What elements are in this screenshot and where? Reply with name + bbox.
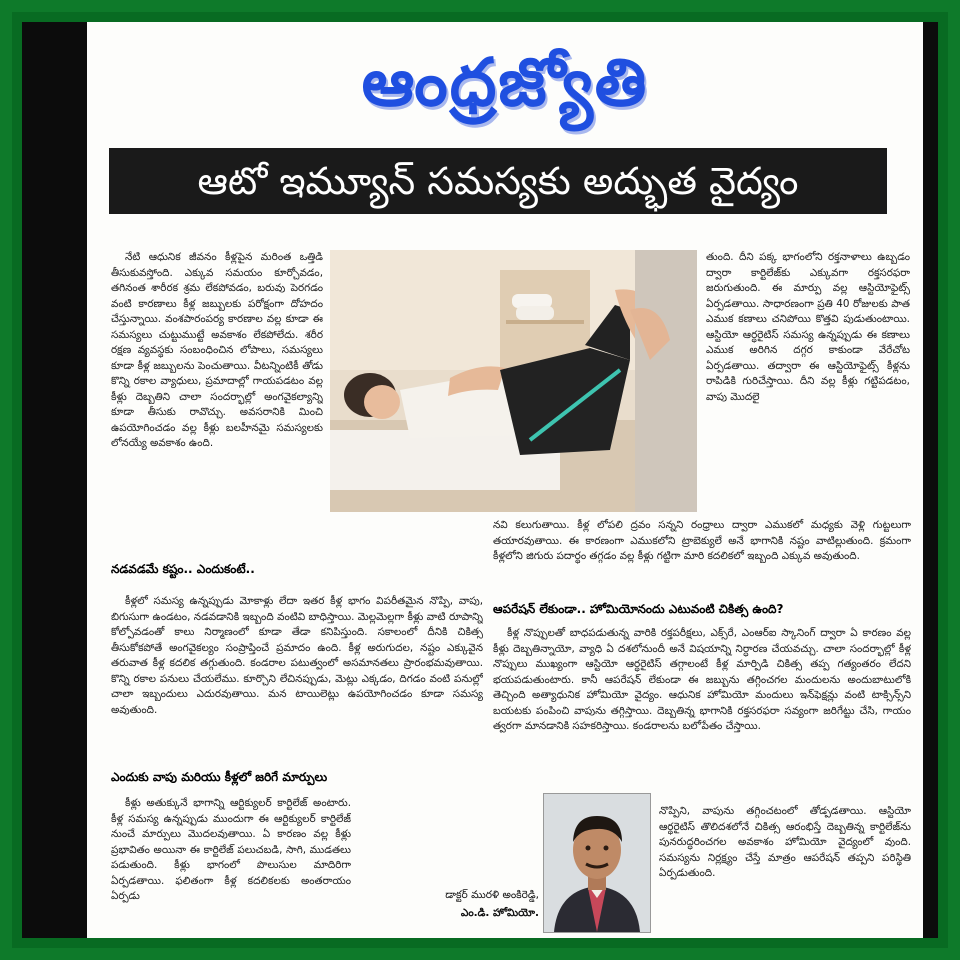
walking-paragraph: కీళ్లలో సమస్య ఉన్నప్పుడు మోకాళ్లు లేదా ఇతర కీళ్ల భాగం విపరీతమైన నొప్పి, వాపు, బిగుసుగా ఉండటం, నడవడానికి ఇబ్బంది వంటివి బాధిస్తాయి. మెల్లమెల్లగా కీళ్లు వాటి రూపాన్ని కోల్పోవడంతో కాలు నిర్మాణంలో కూడా తేడా కనిపిస్తుంది. సకాలంలో దీనికి చికిత్స తీసుకోకపోతే అంగవైకల్యం సంప్రాప్తించే ప్రమాదం ఉంది. కీళ్ల అరుగుదల, నష్టం ఎక్కువైన తరువాత కీళ్ల కదలిక తగ్గుతుంది. కండరాల పటుత్వంలో అసమానతలు ప్రారంభమవుతాయి. కొన్ని రకాల పనులు చేయలేము. కూర్చొని లేచినప్పుడు, మెట్లు ఎక్కడం, దిగడం వంటి పనుల్లో చాలా ఇబ్బందులు ఎదురవుతాయి. మన టాయిలెట్లు ఉపయోగించడం కూడా సమస్య అవుతుంది. bbox=[111, 595, 483, 716]
homeo-paragraph: కీళ్ల నొప్పులతో బాధపడుతున్న వారికి రక్తపరీక్షలు, ఎక్స్‌రే, ఎంఆర్ఐ స్కానింగ్ ద్వారా ఏ కారణం వల్ల కీళ్లు దెబ్బతిన్నాయో, వ్యాధి ఏ దశలోనుందీ అనే విషయాన్ని నిర్ధారణ చేయవచ్చు. చాలా సందర్భాల్లో కీళ్ల నొప్పులు ముఖ్యంగా ఆస్టియో ఆర్థరైటిస్ తగ్గాలంటే కీళ్ల మార్పిడి చికిత్స తప్ప గత్యంతరం లేదని భయపడుతుంటారు. కానీ ఆపరేషన్ లేకుండా ఈ జబ్బును తగ్గించగల మందులను అందుబాటులోకి తెచ్చింది అత్యాధునిక హోమియో వైద్యం. ఆధునిక హోమియో మందులు ఇన్‌ఫెక్షన్లు వంటి టాక్సిన్స్‌ని బయటకు పంపించి వాపును తగ్గిస్తాయి. దెబ్బతిన్న భాగానికి రక్తసరఫరా సవ్యంగా జరిగేట్టు చేసి, గాయం త్వరగా మానడానికి సహకరిస్తాయి. కండరాలను బలోపేతం చేస్తాయి. bbox=[493, 627, 911, 732]
col-swelling-text bbox=[111, 796, 351, 936]
doctor-portrait-photo bbox=[543, 793, 651, 933]
subheading-homeo-treatment: ఆపరేషన్ లేకుండా.. హోమియోనందు ఎటువంటి చికిత్స ఉంది? bbox=[493, 602, 784, 616]
col23-span-text bbox=[493, 518, 911, 590]
subheading-swelling: ఎందుకు వాపు మరియు కీళ్లలో జరిగే మార్పులు bbox=[111, 770, 328, 784]
col23-span-paragraph: నవి కలుగుతాయి. కీళ్ల లోపలి ద్రవం సన్నని రంధ్రాలు ద్వారా ఎముకలో మధ్యకు వెళ్లి గుట్టలుగా తయారవుతాయి. ఈ కారణంగా ఎముకలోని ట్రాబెక్యులే అనే భాగానికి నష్టం వాటిల్లుతుంది. క్రమంగా కీళ్లలోని జిగురు పదార్థం తగ్గడం వల్ల కీళ్లు గట్టిగా మారి కదలికలో ఇబ్బంది ఎక్కువ అవుతుంది. bbox=[493, 519, 911, 562]
col3-top-paragraph: తుంది. దీని పక్క భాగంలోని రక్తనాళాలు ఉబ్బడం ద్వారా కార్టిలేజ్‌కు ఎక్కువగా రక్తసరఫరా జరుగుతుంది. ఈ మార్పు వల్ల ఆస్టియోఫైట్స్ ఏర్పడతాయి. సాధారణంగా ప్రతి 40 రోజులకు పాత ఎముక కణాలు చనిపోయి కొత్తవి పుడుతుంటాయి. ఆస్టియో ఆర్థరైటిస్ సమస్య ఉన్నప్పుడు ఈ కణాలు ఎముక అరిగిన దగ్గర కాకుండా వేరేచోట ఏర్పడతాయి. తద్వారా ఈ ఆస్టియోఫైట్స్ కీళ్లను రాపిడికి గురిచేస్తాయి. దీని వల్ల కీళ్లు గట్టిపడటం, వాపు మొదలై bbox=[706, 251, 910, 403]
doctor-degree: ఎం.డి. హోమియో. bbox=[460, 907, 539, 919]
newspaper-clipping bbox=[87, 22, 923, 938]
col1-intro-paragraph: నేటి ఆధునిక జీవనం కీళ్లపైన మరింత ఒత్తిడి తీసుకువస్తోంది. ఎక్కువ సమయం కూర్చోవడం, తగినంత శారీరక శ్రమ లేకపోవడం, బరువు పెరగడం వంటి కారణాలు కీళ్ల జబ్బులకు పరోక్షంగా దోహదం చేస్తున్నాయి. వంశపారంపర్య కారణాల వల్ల కూడా ఈ సమస్యలు చుట్టుముట్టే అవకాశం లేకపోలేదు. శరీర రక్షణ వ్యవస్థకు సంబంధించిన లోపాలు, సమస్యలు కూడా కీళ్ల జబ్బులను పెంచుతాయి. వీటన్నింటికీ తోడు కొన్ని రకాల వ్యాధులు, ప్రమాదాల్లో గాయపడటం వల్ల కీళ్లు దెబ్బతిని చాలా సందర్భాల్లో అంగవైకల్యాన్ని కూడా తీసుకు రావొచ్చు. అవసరానికి మించి ఉపయోగించడం వల్ల కీళ్లు బలహీనమై సమస్యలకు లోనయ్యే అవకాశం ఉంది. bbox=[111, 251, 323, 449]
subheading-walking: నడవడమే కష్టం.. ఎందుకంటే.. bbox=[111, 562, 255, 576]
swelling-paragraph: కీళ్లు అతుక్కునే భాగాన్ని ఆర్టిక్యులర్ కార్టిలేజ్ అంటారు. కీళ్ల సమస్య ఉన్నప్పుడు ముందుగా ఈ ఆర్టిక్యులర్ కార్టిలేజ్ నుంచే మార్పులు మొదలవుతాయి. ఏ కారణం వల్ల కీళ్లు ప్రభావితం అయినా ఈ కార్టిలేజ్ పలుచబడి, సాగి, ముడతలు పడుతుంది. కీళ్లు భాగంలో పొలుసుల మాదిరిగా ఏర్పడతాయి. ఫలితంగా కీళ్ల కదలికలకు అంతరాయం ఏర్పడు bbox=[111, 797, 351, 902]
col-homeo-text bbox=[493, 626, 911, 796]
masthead-logo: ఆంధ్రజ్యోతి bbox=[361, 44, 649, 121]
article-headline: ఆటో ఇమ్యూన్ సమస్యకు అద్భుత వైద్యం bbox=[109, 148, 887, 214]
doctor-caption bbox=[413, 886, 539, 922]
doctor-name: డాక్టర్ మురళి అంకిరెడ్డి, bbox=[445, 889, 539, 901]
col1-intro-text bbox=[111, 250, 323, 522]
physiotherapy-photo bbox=[330, 250, 697, 512]
col3-bottom-paragraph: నొప్పిని, వాపును తగ్గించటంలో తోడ్పడతాయి. ఆస్టియో ఆర్థరైటిస్ తొలిదశలోనే చికిత్స ఆరంభిస్తే దెబ్బతిన్న కార్టిలేజ్‌ను పునరుద్ధరించగల అవకాశం హోమియో వైద్యంలో వుంది. సమస్యను నిర్లక్ష్యం చేస్తే మాత్రం ఆపరేషన్ తప్పని పరిస్థితి ఏర్పడుతుంది. bbox=[659, 805, 911, 879]
col-walking-text bbox=[111, 594, 483, 762]
col3-bottom-text bbox=[659, 804, 911, 934]
col3-top-text bbox=[706, 250, 910, 522]
